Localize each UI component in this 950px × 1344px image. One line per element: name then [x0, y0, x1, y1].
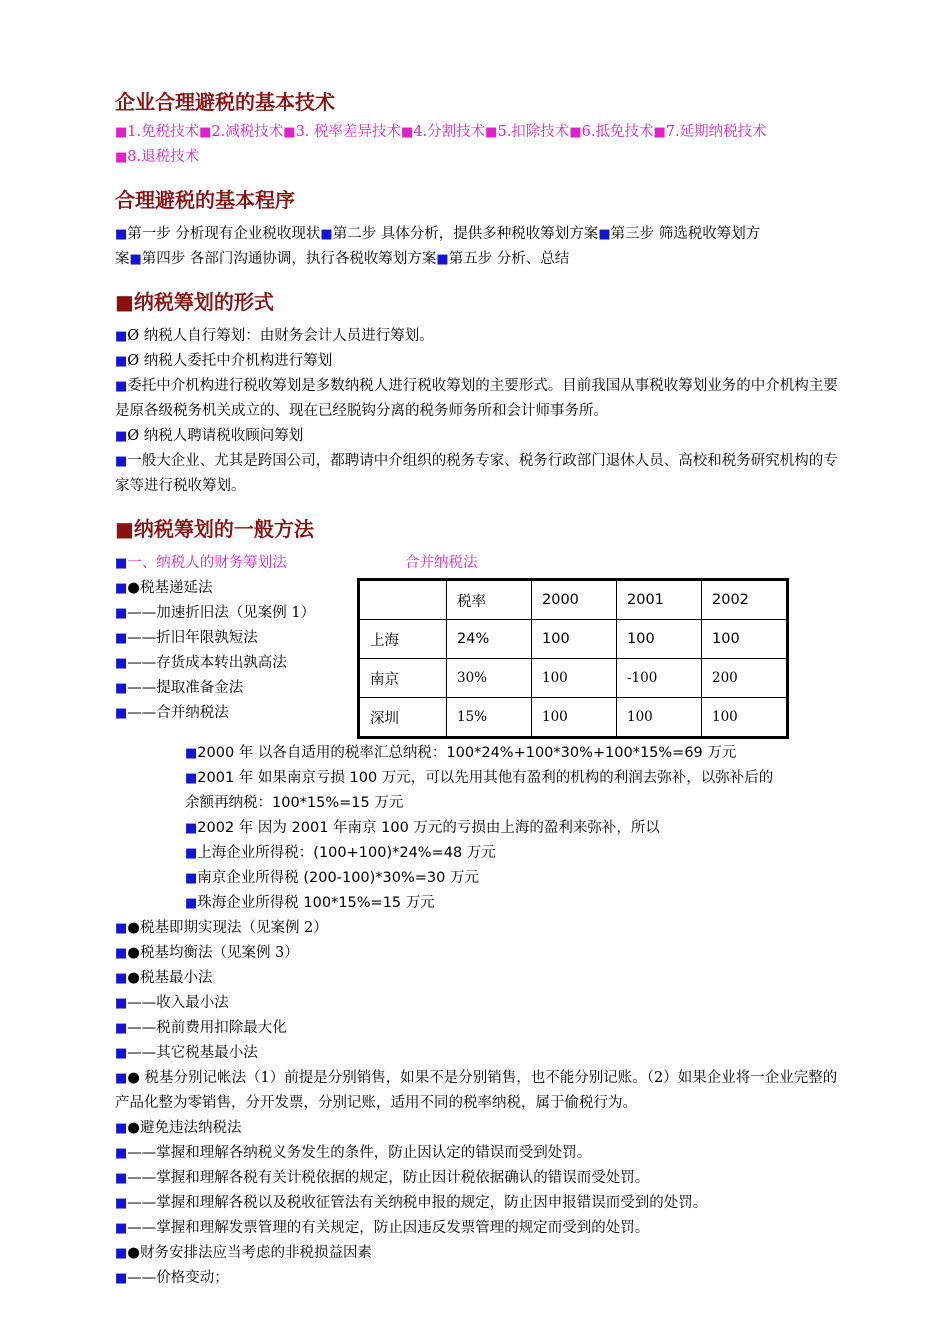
table-header-cell: 2002 — [702, 580, 788, 620]
list-item — [115, 576, 355, 601]
calc-text: 珠海企业所得税 100*15%=15 万元 — [197, 895, 435, 911]
procedure-step: 第四步 各部门沟通协调，执行各税收筹划方案 — [141, 251, 437, 267]
list-item — [115, 449, 845, 499]
calc-text: 南京企业所得税 (200-100)*30%=30 万元 — [197, 870, 479, 886]
table-cell: 100 — [702, 698, 788, 738]
list-item-text: Ø 纳税人委托中介机构进行筹划 — [127, 353, 333, 369]
list-item — [115, 916, 845, 941]
list-item-text: ——税前费用扣除最大化 — [127, 1020, 287, 1036]
calculation-block — [115, 741, 845, 916]
procedure-step: 第一步 分析现有企业税收现状 — [127, 226, 321, 242]
table-cell: 100 — [617, 698, 702, 738]
list-item-text: ●税基即期实现法（见案例 2） — [127, 920, 328, 936]
table-cell: 30% — [447, 659, 532, 698]
section-title-text: 纳税筹划的形式 — [133, 290, 274, 314]
technique-item: 4.分割技术 — [413, 124, 486, 140]
list-item — [115, 1016, 845, 1041]
list-item-text: ——折旧年限孰短法 — [127, 630, 258, 646]
list-item-text: ——掌握和理解各税以及税收征管法有关纳税申报的规定，防止因申报错误而受到的处罚。 — [127, 1195, 708, 1211]
table-cell: 深圳 — [359, 698, 447, 738]
calc-line — [185, 891, 845, 916]
section-title-basic-procedure: 合理避税的基本程序 — [115, 188, 295, 212]
list-item-text: ——收入最小法 — [127, 995, 229, 1011]
list-item-text: ——价格变动； — [127, 1270, 229, 1286]
table-header-cell: 2001 — [617, 580, 702, 620]
calc-line — [185, 866, 845, 891]
table-cell: 100 — [532, 620, 617, 659]
section-title-planning-forms — [115, 284, 845, 320]
list-item-text: ——掌握和理解各纳税义务发生的条件，防止因认定的错误而受到处罚。 — [127, 1145, 592, 1161]
list-item — [115, 626, 355, 651]
calc-line — [185, 841, 845, 866]
methods-continued-list — [115, 916, 845, 1291]
table-header-row — [359, 580, 788, 620]
procedure-step: 第三步 筛选税收筹划方 — [610, 226, 761, 242]
table-cell: 100 — [532, 659, 617, 698]
document-page — [115, 80, 845, 1291]
calc-line — [185, 741, 845, 766]
calc-line — [185, 766, 845, 791]
calc-text: 2001 年 如果南京亏损 100 万元，可以先用其他有盈利的机构的利润去弥补，以弥补后的 — [197, 770, 774, 786]
list-item — [115, 1266, 845, 1291]
list-item-text: ——加速折旧法（见案例 1） — [127, 605, 316, 621]
list-item — [115, 324, 845, 349]
technique-item: 5.扣除技术 — [497, 124, 570, 140]
list-item-text: ●税基均衡法（见案例 3） — [127, 945, 299, 961]
procedure-step: 第二步 具体分析，提供多种税收筹划方案 — [332, 226, 599, 242]
procedure-step: 第五步 分析、总结 — [448, 251, 570, 267]
calc-text: 余额再纳税：100*15%=15 万元 — [185, 795, 404, 811]
list-item-text: ——其它税基最小法 — [127, 1045, 258, 1061]
list-item-text: 一般大企业、尤其是跨国公司，都聘请中介组织的税务专家、税务行政部门退休人员、高校和税务研究机构的专家等进行税收筹划。 — [115, 453, 838, 494]
list-item — [115, 1041, 845, 1066]
calc-text: 2000 年 以各自适用的税率汇总纳税：100*24%+100*30%+100*15%=69 万元 — [197, 745, 737, 761]
planning-forms-list — [115, 324, 845, 499]
list-item-text: Ø 纳税人聘请税收顾问筹划 — [127, 428, 304, 444]
table-cell: 上海 — [359, 620, 447, 659]
list-item — [115, 991, 845, 1016]
list-item — [115, 1216, 845, 1241]
techniques-list: ■1.免税技术■2.减税技术■3. 税率差异技术■4.分割技术■5.扣除技术■6.抵免技术■7.延期纳税技术 ■8.退税技术 — [115, 124, 767, 165]
list-item — [115, 651, 355, 676]
methods-list — [115, 551, 355, 726]
list-item — [115, 349, 845, 374]
procedure-steps: ■第一步 分析现有企业税收现状■第二步 具体分析，提供多种税收筹划方案■第三步 筛选税收筹划方 案■第四步 各部门沟通协调，执行各税收筹划方案■第五步 分析、总结 — [115, 226, 761, 267]
calc-text: 2002 年 因为 2001 年南京 100 万元的亏损由上海的盈利来弥补，所以 — [197, 820, 660, 836]
list-item — [115, 374, 845, 424]
table-cell: -100 — [617, 659, 702, 698]
list-item — [115, 1066, 845, 1116]
table-header-cell: 2000 — [532, 580, 617, 620]
table-title: 合并纳税法 — [405, 555, 478, 571]
table-cell: 24% — [447, 620, 532, 659]
table-cell: 100 — [532, 698, 617, 738]
list-item — [115, 1116, 845, 1141]
list-item-text: ——掌握和理解发票管理的有关规定，防止因违反发票管理的规定而受到的处罚。 — [127, 1220, 650, 1236]
list-item — [115, 701, 355, 726]
section-title-general-methods — [115, 511, 845, 547]
list-item — [115, 966, 845, 991]
list-item — [115, 424, 845, 449]
calc-line — [185, 791, 845, 816]
list-item-text: Ø 纳税人自行筹划：由财务会计人员进行筹划。 — [127, 328, 434, 344]
list-item — [115, 676, 355, 701]
technique-item: 6.抵免技术 — [581, 124, 654, 140]
methods-and-table — [115, 551, 845, 739]
table-cell: 100 — [702, 620, 788, 659]
table-cell — [359, 580, 447, 620]
section-title-tax-avoidance-techniques: 企业合理避税的基本技术 — [115, 90, 335, 114]
calc-text: 上海企业所得税：(100+100)*24%=48 万元 — [197, 845, 496, 861]
table-cell: 15% — [447, 698, 532, 738]
consolidated-tax-table — [357, 578, 789, 739]
list-item-text: ——合并纳税法 — [127, 705, 229, 721]
technique-item: 3. 税率差异技术 — [295, 124, 402, 140]
technique-item: 7.延期纳税技术 — [665, 124, 767, 140]
list-item-text: ●财务安排法应当考虑的非税损益因素 — [127, 1245, 372, 1261]
table-row — [359, 659, 788, 698]
technique-item: 8.退税技术 — [127, 149, 200, 165]
list-item-text: ● 税基分别记帐法（1）前提是分别销售，如果不是分别销售，也不能分别记账。（2）如果企业将一企业完整的产品化整为零销售，分开发票，分别记账，适用不同的税率纳税，属于偷税行为。 — [115, 1070, 838, 1111]
list-item — [115, 1141, 845, 1166]
list-item-text: ●税基最小法 — [127, 970, 213, 986]
section-title-text: 纳税筹划的一般方法 — [133, 517, 314, 541]
list-item — [115, 1191, 845, 1216]
procedure-step-continued: 案 — [115, 251, 130, 267]
list-item-text: 一、纳税人的财务筹划法 — [127, 555, 287, 571]
list-item-text: ●避免违法纳税法 — [127, 1120, 242, 1136]
table-cell: 200 — [702, 659, 788, 698]
list-item — [115, 601, 355, 626]
technique-item: 2.减税技术 — [211, 124, 284, 140]
list-item — [115, 551, 355, 576]
list-item-text: ——掌握和理解各税有关计税依据的规定，防止因计税依据确认的错误而受处罚。 — [127, 1170, 650, 1186]
list-item — [115, 1241, 845, 1266]
list-item-text: ——提取准备金法 — [127, 680, 244, 696]
table-row — [359, 698, 788, 738]
calc-line — [185, 816, 845, 841]
list-item — [115, 941, 845, 966]
list-item-text: 委托中介机构进行税收筹划是多数纳税人进行税收筹划的主要形式。目前我国从事税收筹划业务的中介机构主要是原各级税务机关成立的、现在已经脱钩分离的税务师务所和会计师事务所。 — [115, 378, 838, 419]
list-item-text: ●税基递延法 — [127, 580, 213, 596]
table-cell: 100 — [617, 620, 702, 659]
table-row — [359, 620, 788, 659]
table-cell: 南京 — [359, 659, 447, 698]
table-header-cell: 税率 — [447, 580, 532, 620]
technique-item: 1.免税技术 — [127, 124, 200, 140]
list-item — [115, 1166, 845, 1191]
list-item-text: ——存货成本转出孰高法 — [127, 655, 287, 671]
